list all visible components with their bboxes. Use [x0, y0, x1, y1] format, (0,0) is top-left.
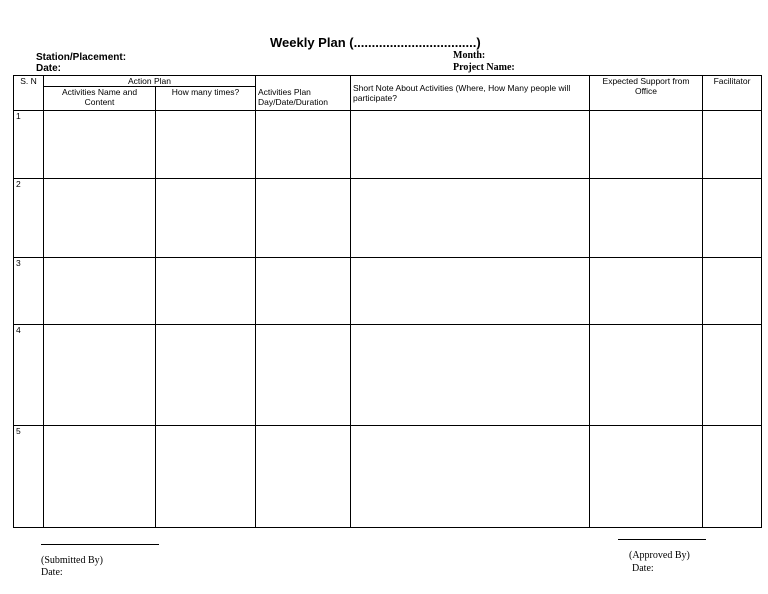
- table-row: [14, 258, 762, 325]
- page-title: Weekly Plan (..................................): [270, 35, 481, 50]
- date-label: Date:: [36, 63, 62, 74]
- cell: [156, 426, 256, 528]
- cell: [256, 258, 351, 325]
- approved-date-label: Date:: [632, 563, 654, 574]
- expected-support-header: Expected Support from Office: [590, 76, 703, 111]
- weekly-plan-table: [13, 75, 762, 528]
- cell: [156, 179, 256, 258]
- activities-plan-header: Activities Plan Day/Date/Duration: [256, 87, 351, 111]
- cell: [44, 426, 156, 528]
- cell: [256, 179, 351, 258]
- cell: [590, 111, 703, 179]
- cell: [44, 179, 156, 258]
- submitted-by-label: (Submitted By): [41, 555, 103, 566]
- cell: [351, 426, 590, 528]
- facilitator-header: Facilitator: [703, 76, 762, 111]
- table-row: [14, 111, 762, 179]
- cell: [256, 325, 351, 426]
- cell: [590, 426, 703, 528]
- cell: [156, 258, 256, 325]
- cell: [351, 179, 590, 258]
- cell: [703, 258, 762, 325]
- cell: [351, 258, 590, 325]
- table-row: [14, 179, 762, 258]
- project-name-label: Project Name:: [453, 62, 515, 73]
- submitted-signature-line: [41, 544, 159, 545]
- activities-plan-header-top: [256, 76, 351, 87]
- month-label: Month:: [453, 50, 486, 61]
- cell: [351, 111, 590, 179]
- how-many-header: How many times?: [156, 87, 256, 111]
- cell: [703, 179, 762, 258]
- row-number: 1: [14, 111, 44, 179]
- cell: [590, 179, 703, 258]
- cell: [590, 325, 703, 426]
- approved-by-label: (Approved By): [629, 550, 690, 561]
- table-row: [14, 325, 762, 426]
- cell: [156, 325, 256, 426]
- activities-name-header: Activities Name and Content: [44, 87, 156, 111]
- cell: [590, 258, 703, 325]
- action-plan-header: Action Plan: [44, 76, 256, 87]
- cell: [44, 325, 156, 426]
- sn-header: S. N: [14, 76, 44, 111]
- row-number: 5: [14, 426, 44, 528]
- submitted-date-label: Date:: [41, 567, 63, 578]
- cell: [256, 111, 351, 179]
- table-row: [14, 426, 762, 528]
- cell: [703, 426, 762, 528]
- header-row-1: [14, 76, 762, 87]
- station-label: Station/Placement:: [36, 52, 127, 63]
- cell: [703, 325, 762, 426]
- short-note-header: Short Note About Activities (Where, How Many people will participate?: [351, 76, 590, 111]
- cell: [156, 111, 256, 179]
- cell: [256, 426, 351, 528]
- approved-signature-line: [618, 539, 706, 540]
- row-number: 3: [14, 258, 44, 325]
- cell: [44, 111, 156, 179]
- cell: [351, 325, 590, 426]
- row-number: 2: [14, 179, 44, 258]
- row-number: 4: [14, 325, 44, 426]
- cell: [703, 111, 762, 179]
- cell: [44, 258, 156, 325]
